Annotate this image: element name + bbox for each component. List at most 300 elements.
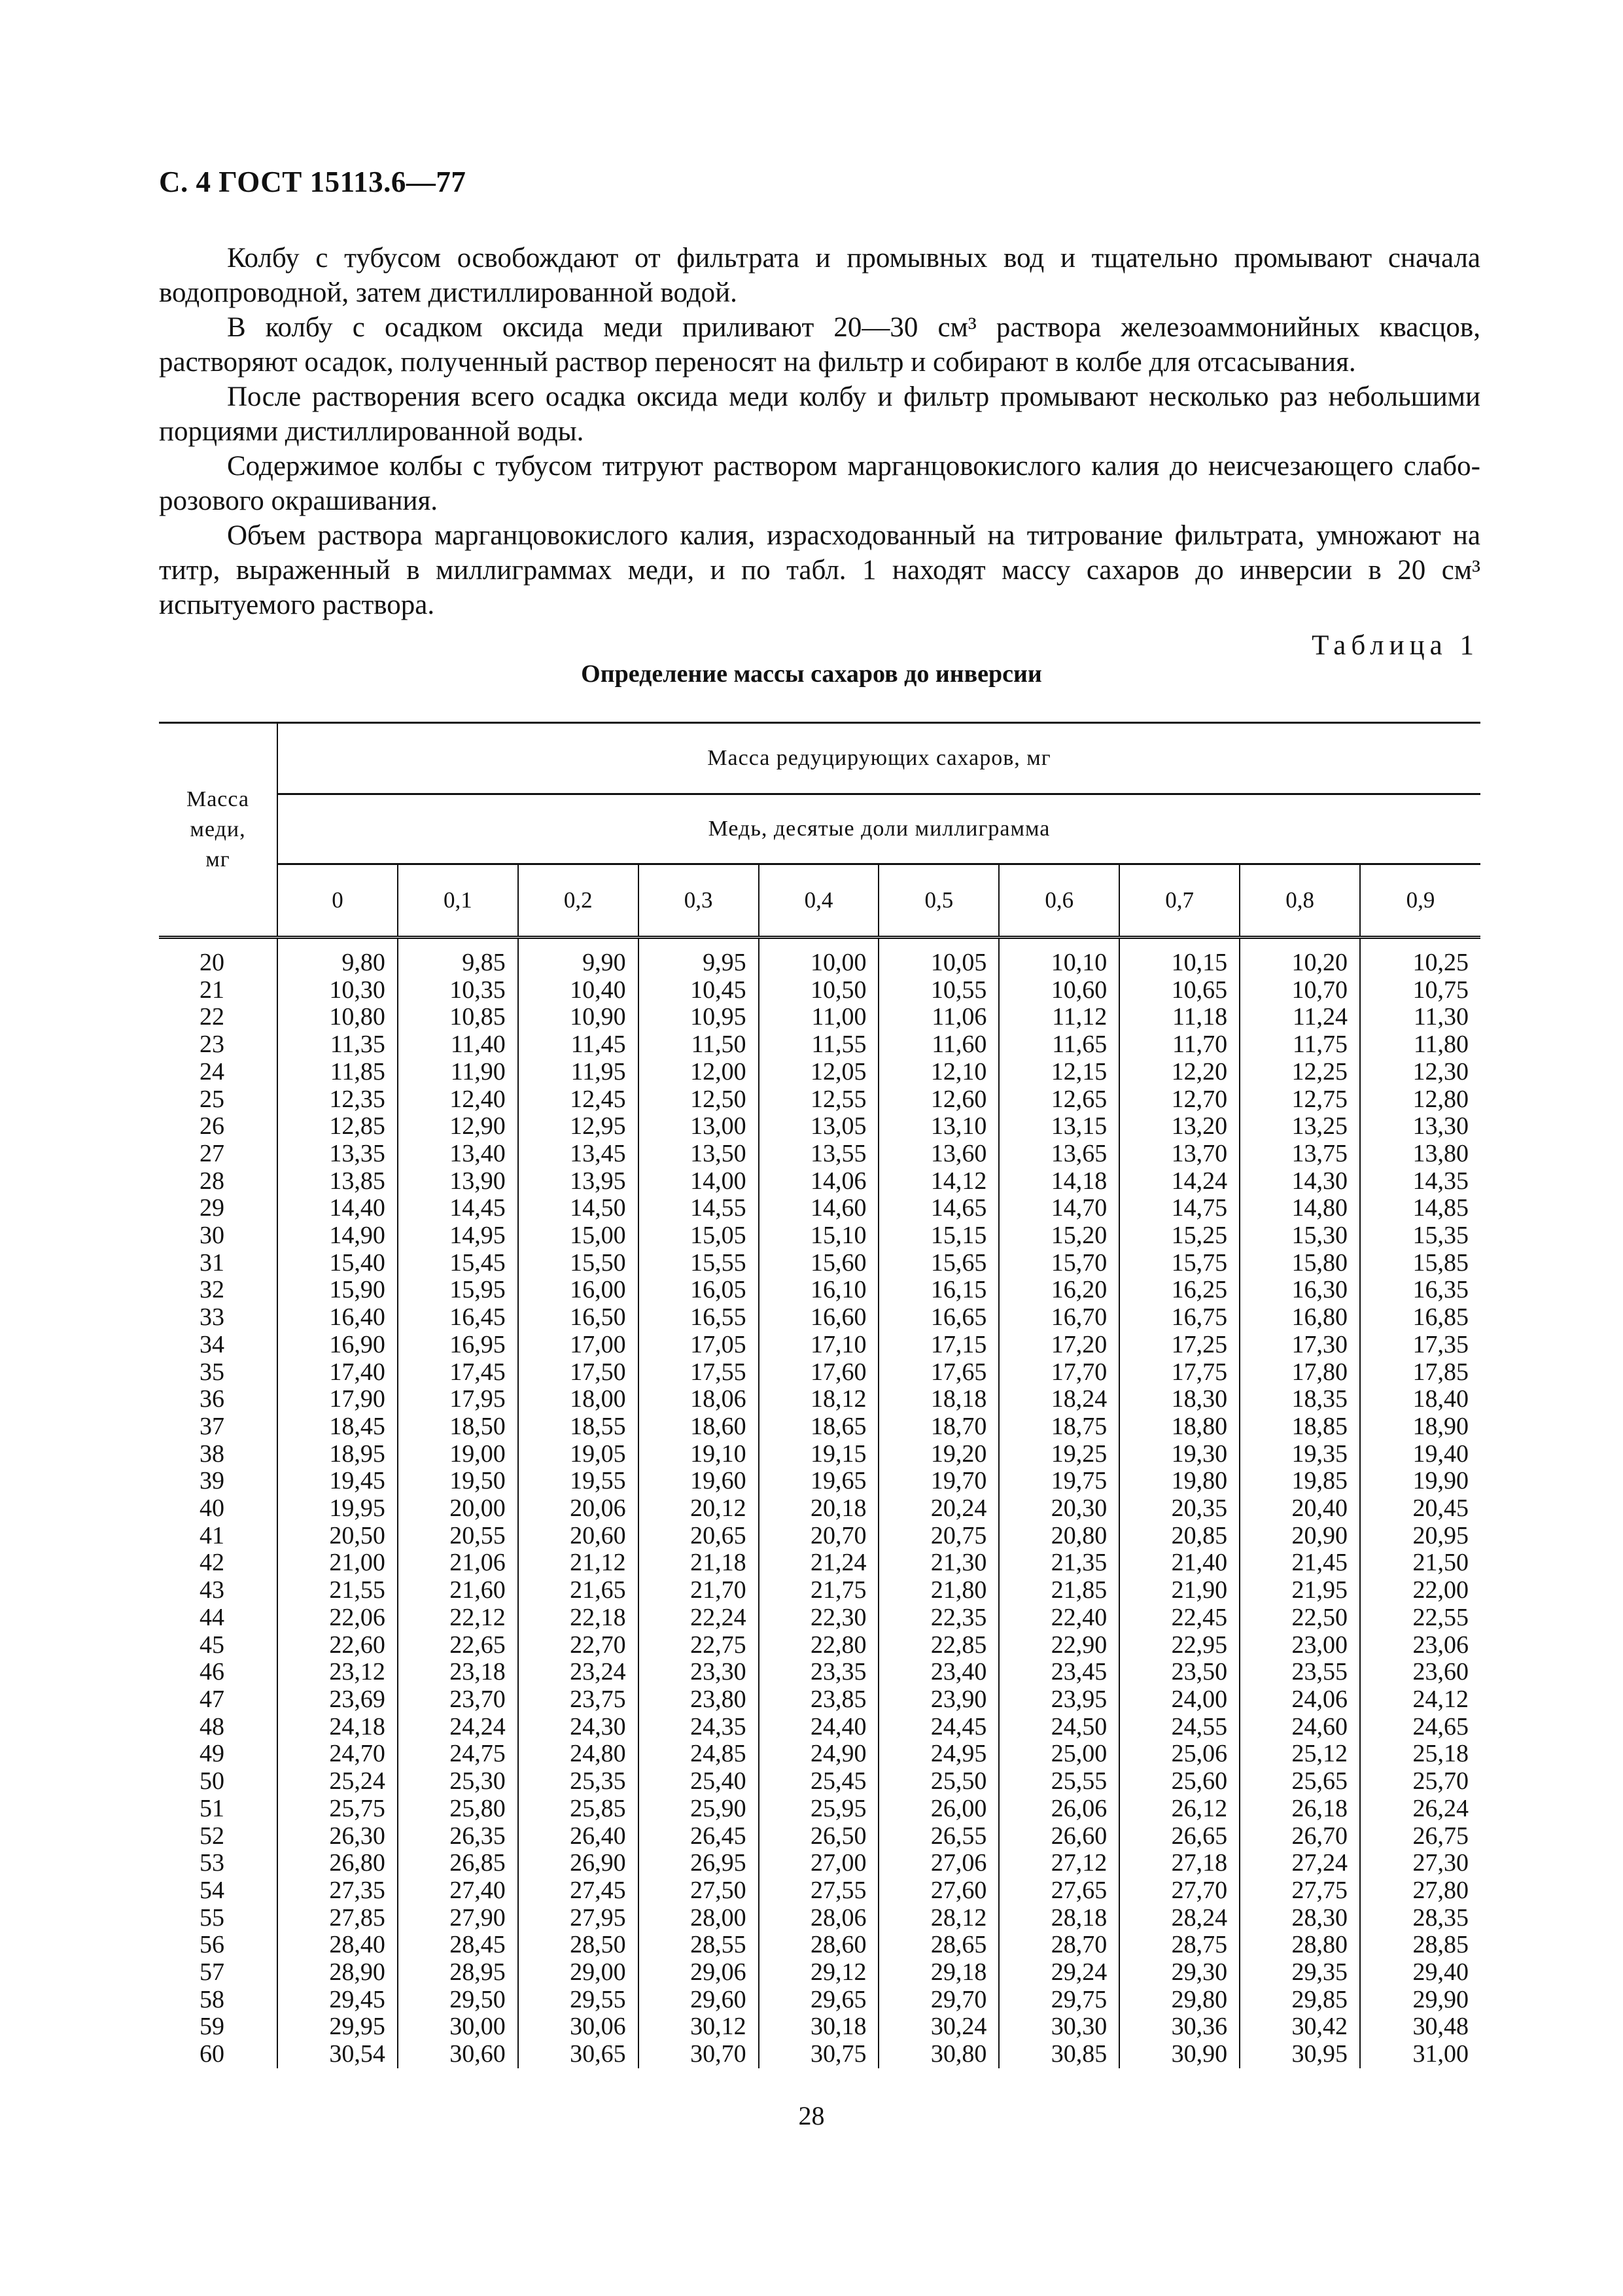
sugar-mass-cell: 24,24 (398, 1714, 518, 1741)
sugar-mass-cell: 15,10 (759, 1222, 879, 1250)
sugar-mass-cell: 28,65 (879, 1932, 999, 1959)
sugar-mass-cell: 25,12 (1240, 1740, 1360, 1768)
sugar-mass-cell: 20,65 (638, 1523, 759, 1550)
copper-mass-cell: 33 (200, 1303, 224, 1332)
copper-mass-cell: 20 (200, 949, 224, 976)
table-row (159, 1168, 1480, 1195)
sugar-mass-cell: 14,85 (1360, 1195, 1480, 1222)
sugar-mass-cell: 10,50 (759, 977, 879, 1004)
sugar-mass-cell: 16,55 (638, 1304, 759, 1332)
copper-mass-cell: 45 (200, 1631, 224, 1659)
sugar-mass-cell: 25,24 (277, 1768, 398, 1795)
group-header: Масса редуцирующих сахаров, мг (277, 723, 1480, 794)
sugar-mass-cell: 16,10 (759, 1277, 879, 1304)
sugar-mass-cell: 21,70 (638, 1577, 759, 1604)
sugar-mass-cell: 18,50 (398, 1413, 518, 1441)
copper-mass-cell: 42 (200, 1549, 224, 1577)
sugar-mass-cell: 12,55 (759, 1086, 879, 1114)
sugar-mass-cell: 13,10 (879, 1113, 999, 1140)
sugar-mass-cell: 22,30 (759, 1604, 879, 1632)
sugar-mass-cell: 20,90 (1240, 1523, 1360, 1550)
copper-mass-cell: 28 (200, 1167, 224, 1195)
sugar-mass-cell: 28,18 (999, 1905, 1119, 1932)
sugar-mass-cell: 27,24 (1240, 1850, 1360, 1877)
copper-mass-cell: 49 (200, 1740, 224, 1768)
sugar-mass-cell: 26,45 (638, 1823, 759, 1850)
sugar-mass-cell: 14,75 (1119, 1195, 1240, 1222)
sugar-mass-cell: 27,65 (999, 1877, 1119, 1905)
sugar-mass-cell: 23,45 (999, 1659, 1119, 1686)
sugar-mass-cell: 11,24 (1240, 1004, 1360, 1031)
sugar-mass-cell: 11,18 (1119, 1004, 1240, 1031)
copper-mass-cell: 55 (200, 1903, 224, 1932)
sugar-mass-cell: 9,80 (277, 938, 398, 977)
sugar-mass-cell: 11,40 (398, 1031, 518, 1059)
sugar-mass-cell: 19,85 (1240, 1468, 1360, 1495)
copper-mass-cell: 36 (200, 1385, 224, 1413)
sugar-mass-cell: 23,90 (879, 1686, 999, 1714)
sugar-mass-cell: 29,06 (638, 1959, 759, 1987)
copper-mass-cell: 46 (200, 1658, 224, 1686)
sugar-mass-cell: 28,30 (1240, 1905, 1360, 1932)
copper-mass-cell: 41 (200, 1521, 224, 1549)
sugar-mass-cell: 20,45 (1360, 1495, 1480, 1523)
sugar-mass-cell: 11,95 (518, 1059, 638, 1086)
sugar-mass-cell: 16,70 (999, 1304, 1119, 1332)
sugar-mass-cell: 19,45 (277, 1468, 398, 1495)
sugar-mass-cell: 17,25 (1119, 1332, 1240, 1359)
sugar-mass-cell: 21,00 (277, 1549, 398, 1577)
sugar-mass-cell: 15,70 (999, 1250, 1119, 1277)
sugar-mass-cell: 21,24 (759, 1549, 879, 1577)
sugar-mass-cell: 22,85 (879, 1632, 999, 1659)
sugar-mass-cell: 15,90 (277, 1277, 398, 1304)
sugar-mass-cell: 13,90 (398, 1168, 518, 1195)
sugar-mass-cell: 16,95 (398, 1332, 518, 1359)
sugar-mass-cell: 15,85 (1360, 1250, 1480, 1277)
sugar-mass-cell: 20,80 (999, 1523, 1119, 1550)
sugar-mass-cell: 27,12 (999, 1850, 1119, 1877)
sugar-mass-cell: 22,50 (1240, 1604, 1360, 1632)
sugar-mass-cell: 16,90 (277, 1332, 398, 1359)
copper-mass-cell: 60 (200, 2040, 224, 2068)
sugar-mass-cell: 22,00 (1360, 1577, 1480, 1604)
sugar-mass-cell: 27,30 (1360, 1850, 1480, 1877)
sugar-mass-cell: 21,75 (759, 1577, 879, 1604)
sugar-mass-cell: 12,40 (398, 1086, 518, 1114)
table-row (159, 2013, 1480, 2041)
sugar-mass-cell: 10,75 (1360, 977, 1480, 1004)
sugar-mass-cell: 17,55 (638, 1359, 759, 1386)
sugar-mass-cell: 15,35 (1360, 1222, 1480, 1250)
sugar-mass-cell: 15,20 (999, 1222, 1119, 1250)
sugar-mass-cell: 17,90 (277, 1386, 398, 1413)
sugar-mass-cell: 13,00 (638, 1113, 759, 1140)
sugar-mass-cell: 27,18 (1119, 1850, 1240, 1877)
sugar-mass-cell: 30,90 (1119, 2041, 1240, 2068)
sugar-mass-cell: 14,70 (999, 1195, 1119, 1222)
sugar-mass-cell: 13,75 (1240, 1140, 1360, 1168)
sugar-mass-cell: 13,80 (1360, 1140, 1480, 1168)
sugar-mass-cell: 30,48 (1360, 2013, 1480, 2041)
sugar-mass-cell: 9,85 (398, 938, 518, 977)
copper-mass-cell: 21 (200, 976, 224, 1004)
sugar-mass-cell: 28,95 (398, 1959, 518, 1987)
sugar-mass-cell: 12,70 (1119, 1086, 1240, 1114)
sugar-mass-cell: 27,40 (398, 1877, 518, 1905)
sugar-mass-cell: 10,70 (1240, 977, 1360, 1004)
sugar-mass-cell: 14,80 (1240, 1195, 1360, 1222)
sugar-mass-cell: 11,60 (879, 1031, 999, 1059)
sugar-mass-cell: 10,90 (518, 1004, 638, 1031)
sugar-mass-cell: 20,55 (398, 1523, 518, 1550)
sugar-mass-cell: 14,30 (1240, 1168, 1360, 1195)
sugar-mass-cell: 11,65 (999, 1031, 1119, 1059)
copper-mass-cell: 57 (200, 1958, 224, 1987)
sugar-mass-cell: 30,24 (879, 2013, 999, 2041)
sugar-mass-cell: 28,45 (398, 1932, 518, 1959)
sugar-mass-cell: 20,95 (1360, 1523, 1480, 1550)
sugar-mass-cell: 25,85 (518, 1795, 638, 1823)
sugar-mass-cell: 19,80 (1119, 1468, 1240, 1495)
sugar-mass-cell: 22,40 (999, 1604, 1119, 1632)
sugar-mass-cell: 24,45 (879, 1714, 999, 1741)
sugar-mass-cell: 12,80 (1360, 1086, 1480, 1114)
sugar-mass-cell: 26,70 (1240, 1823, 1360, 1850)
sugar-mass-cell: 30,36 (1119, 2013, 1240, 2041)
copper-mass-cell: 59 (200, 2013, 224, 2041)
sugar-mass-cell: 14,12 (879, 1168, 999, 1195)
sugar-mass-cell: 15,40 (277, 1250, 398, 1277)
sugar-mass-cell: 19,60 (638, 1468, 759, 1495)
sugar-mass-cell: 17,35 (1360, 1332, 1480, 1359)
sugar-mass-cell: 12,20 (1119, 1059, 1240, 1086)
sugar-mass-cell: 23,24 (518, 1659, 638, 1686)
sugar-mass-cell: 29,60 (638, 1987, 759, 2014)
sugar-mass-cell: 21,85 (999, 1577, 1119, 1604)
sugar-mass-cell: 24,90 (759, 1740, 879, 1768)
sugar-mass-cell: 23,12 (277, 1659, 398, 1686)
sugar-mass-cell: 22,60 (277, 1632, 398, 1659)
sugar-mass-cell: 24,80 (518, 1740, 638, 1768)
sugar-mass-cell: 19,10 (638, 1441, 759, 1468)
sugar-mass-cell: 23,06 (1360, 1632, 1480, 1659)
sugar-mass-cell: 26,55 (879, 1823, 999, 1850)
sugar-mass-cell: 15,55 (638, 1250, 759, 1277)
sugar-mass-cell: 16,45 (398, 1304, 518, 1332)
column-header: 0,8 (1240, 864, 1360, 938)
sugar-mass-cell: 19,35 (1240, 1441, 1360, 1468)
sugar-mass-cell: 25,18 (1360, 1740, 1480, 1768)
column-header: 0,7 (1119, 864, 1240, 938)
sugar-mass-cell: 14,90 (277, 1222, 398, 1250)
sugar-mass-cell: 20,12 (638, 1495, 759, 1523)
sugar-mass-cell: 17,40 (277, 1359, 398, 1386)
sugar-mass-cell: 24,55 (1119, 1714, 1240, 1741)
paragraph: После растворения всего осадка оксида меди колбу и фильтр промывают несколько раз небольшими порциями дистиллированной воды. (159, 381, 1480, 447)
sugar-mass-cell: 26,90 (518, 1850, 638, 1877)
sugar-mass-cell: 30,30 (999, 2013, 1119, 2041)
sugar-mass-cell: 17,95 (398, 1386, 518, 1413)
sugar-mass-cell: 25,90 (638, 1795, 759, 1823)
sugar-mass-cell: 10,40 (518, 977, 638, 1004)
sugar-mass-cell: 16,35 (1360, 1277, 1480, 1304)
sugar-mass-cell: 26,85 (398, 1850, 518, 1877)
sugar-mass-cell: 30,95 (1240, 2041, 1360, 2068)
sugar-mass-cell: 23,69 (277, 1686, 398, 1714)
sugar-mass-cell: 17,50 (518, 1359, 638, 1386)
sugar-mass-cell: 12,85 (277, 1113, 398, 1140)
table-row (159, 1768, 1480, 1795)
column-header: 0,4 (759, 864, 879, 938)
column-header: 0 (277, 864, 398, 938)
sugar-mass-cell: 17,15 (879, 1332, 999, 1359)
sugar-mass-cell: 18,75 (999, 1413, 1119, 1441)
sugar-mass-cell: 27,75 (1240, 1877, 1360, 1905)
copper-mass-cell: 31 (200, 1248, 224, 1277)
sugar-mass-cell: 16,75 (1119, 1304, 1240, 1332)
sugar-mass-cell: 21,35 (999, 1549, 1119, 1577)
sugar-mass-cell: 26,12 (1119, 1795, 1240, 1823)
sugar-mass-cell: 27,90 (398, 1905, 518, 1932)
sugar-mass-cell: 22,24 (638, 1604, 759, 1632)
sugar-mass-cell: 24,65 (1360, 1714, 1480, 1741)
sugar-mass-cell: 17,30 (1240, 1332, 1360, 1359)
copper-mass-cell: 40 (200, 1494, 224, 1523)
sugar-mass-cell: 17,00 (518, 1332, 638, 1359)
sugar-mass-cell: 15,05 (638, 1222, 759, 1250)
sugar-mass-cell: 25,35 (518, 1768, 638, 1795)
sugar-mass-cell: 10,80 (277, 1004, 398, 1031)
copper-mass-cell: 56 (200, 1931, 224, 1959)
sugar-mass-cell: 10,65 (1119, 977, 1240, 1004)
sugar-mass-cell: 25,55 (999, 1768, 1119, 1795)
table-row (159, 1277, 1480, 1304)
sugar-mass-cell: 29,80 (1119, 1987, 1240, 2014)
sugar-mass-cell: 20,70 (759, 1523, 879, 1550)
sugar-mass-cell: 23,35 (759, 1659, 879, 1686)
column-header-row (159, 864, 1480, 938)
table-title: Определение массы сахаров до инверсии (581, 660, 1042, 688)
sugar-mass-cell: 14,50 (518, 1195, 638, 1222)
sugar-mass-cell: 13,25 (1240, 1113, 1360, 1140)
sugar-mass-cell: 23,40 (879, 1659, 999, 1686)
sugar-mass-cell: 21,60 (398, 1577, 518, 1604)
sugar-mass-cell: 28,70 (999, 1932, 1119, 1959)
sugar-mass-cell: 28,35 (1360, 1905, 1480, 1932)
sugar-mass-cell: 29,30 (1119, 1959, 1240, 1987)
sugar-mass-cell: 15,75 (1119, 1250, 1240, 1277)
sugar-mass-cell: 11,00 (759, 1004, 879, 1031)
sugar-mass-cell: 29,90 (1360, 1987, 1480, 2014)
sugar-mass-cell: 14,55 (638, 1195, 759, 1222)
sugar-mass-cell: 11,35 (277, 1031, 398, 1059)
copper-mass-cell: 22 (200, 1003, 224, 1031)
sugar-mass-cell: 23,80 (638, 1686, 759, 1714)
sugar-mass-cell: 27,06 (879, 1850, 999, 1877)
sugar-mass-cell: 29,40 (1360, 1959, 1480, 1987)
sugar-mass-cell: 22,06 (277, 1604, 398, 1632)
sugar-mass-cell: 14,24 (1119, 1168, 1240, 1195)
sugar-mass-cell: 18,95 (277, 1441, 398, 1468)
sugar-mass-cell: 21,18 (638, 1549, 759, 1577)
sugar-mass-cell: 27,00 (759, 1850, 879, 1877)
sugar-mass-cell: 29,55 (518, 1987, 638, 2014)
sugar-mass-cell: 29,45 (277, 1987, 398, 2014)
table-row (159, 1632, 1480, 1659)
table-row (159, 1386, 1480, 1413)
sugar-mass-cell: 24,60 (1240, 1714, 1360, 1741)
sugar-mass-cell: 19,25 (999, 1441, 1119, 1468)
table-row (159, 1495, 1480, 1523)
sugar-mass-cell: 16,60 (759, 1304, 879, 1332)
sugar-mass-cell: 10,35 (398, 977, 518, 1004)
copper-mass-cell: 58 (200, 1985, 224, 2013)
sugar-mass-cell: 20,85 (1119, 1523, 1240, 1550)
sugar-mass-cell: 24,30 (518, 1714, 638, 1741)
sugar-mass-cell: 21,50 (1360, 1549, 1480, 1577)
sugar-mass-cell: 15,95 (398, 1277, 518, 1304)
sugar-mass-cell: 25,65 (1240, 1768, 1360, 1795)
sugar-mass-cell: 14,95 (398, 1222, 518, 1250)
sugar-mass-cell: 26,06 (999, 1795, 1119, 1823)
sugar-mass-cell: 30,18 (759, 2013, 879, 2041)
sugar-mass-cell: 25,75 (277, 1795, 398, 1823)
sugar-mass-cell: 19,50 (398, 1468, 518, 1495)
sugar-mass-cell: 29,50 (398, 1987, 518, 2014)
sugar-mass-cell: 16,80 (1240, 1304, 1360, 1332)
copper-mass-cell: 53 (200, 1849, 224, 1877)
sugar-mass-cell: 28,50 (518, 1932, 638, 1959)
sugar-mass-cell: 18,45 (277, 1413, 398, 1441)
sugar-mass-cell: 29,70 (879, 1987, 999, 2014)
sugar-mass-cell: 19,20 (879, 1441, 999, 1468)
row-header-line: мг (205, 847, 230, 872)
table-row (159, 1140, 1480, 1168)
sugar-mass-cell: 13,85 (277, 1168, 398, 1195)
sugar-mass-cell: 27,50 (638, 1877, 759, 1905)
copper-mass-cell: 30 (200, 1222, 224, 1250)
sugar-mass-cell: 23,50 (1119, 1659, 1240, 1686)
sugar-mass-cell: 12,35 (277, 1086, 398, 1114)
sugar-mass-cell: 16,05 (638, 1277, 759, 1304)
page-number: 28 (798, 2101, 825, 2130)
copper-mass-cell: 43 (200, 1576, 224, 1604)
sugar-mass-cell: 23,55 (1240, 1659, 1360, 1686)
sugar-mass-cell: 22,95 (1119, 1632, 1240, 1659)
table-row (159, 1441, 1480, 1468)
sugar-mass-cell: 19,05 (518, 1441, 638, 1468)
table-row (159, 1549, 1480, 1577)
sugar-mass-cell: 10,95 (638, 1004, 759, 1031)
copper-mass-cell: 48 (200, 1712, 224, 1740)
sugar-mass-cell: 10,20 (1240, 938, 1360, 977)
sugar-mass-cell: 19,90 (1360, 1468, 1480, 1495)
sugar-mass-cell: 23,85 (759, 1686, 879, 1714)
sugar-mass-cell: 25,06 (1119, 1740, 1240, 1768)
sugar-mass-cell: 25,50 (879, 1768, 999, 1795)
copper-mass-cell: 23 (200, 1031, 224, 1059)
sugar-mass-cell: 23,70 (398, 1686, 518, 1714)
sugar-mass-cell: 12,10 (879, 1059, 999, 1086)
table-row (159, 1523, 1480, 1550)
sugar-mass-cell: 25,40 (638, 1768, 759, 1795)
body-text (159, 241, 1480, 622)
sugar-mass-cell: 13,40 (398, 1140, 518, 1168)
copper-mass-cell: 37 (200, 1412, 224, 1440)
sugar-mass-cell: 18,30 (1119, 1386, 1240, 1413)
sugar-mass-cell: 19,75 (999, 1468, 1119, 1495)
sugar-mass-cell: 15,25 (1119, 1222, 1240, 1250)
sugar-mass-cell: 19,95 (277, 1495, 398, 1523)
sugar-mass-cell: 30,80 (879, 2041, 999, 2068)
sugar-mass-cell: 10,25 (1360, 938, 1480, 977)
table-row (159, 1740, 1480, 1768)
sugar-mass-cell: 23,30 (638, 1659, 759, 1686)
sugar-mass-cell: 26,00 (879, 1795, 999, 1823)
table-row (159, 1577, 1480, 1604)
sugar-mass-cell: 18,60 (638, 1413, 759, 1441)
sugar-mass-cell: 27,95 (518, 1905, 638, 1932)
sugar-mass-cell: 18,55 (518, 1413, 638, 1441)
sugar-mass-cell: 21,12 (518, 1549, 638, 1577)
sugar-mass-cell: 16,20 (999, 1277, 1119, 1304)
sugar-mass-cell: 19,55 (518, 1468, 638, 1495)
table-row (159, 1004, 1480, 1031)
sugar-mass-cell: 12,95 (518, 1113, 638, 1140)
sugar-mass-cell: 20,50 (277, 1523, 398, 1550)
table-row (159, 1031, 1480, 1059)
sugar-mass-cell: 22,18 (518, 1604, 638, 1632)
sugar-mass-cell: 24,40 (759, 1714, 879, 1741)
sugar-mass-cell: 21,80 (879, 1577, 999, 1604)
sugar-mass-cell: 14,06 (759, 1168, 879, 1195)
sugar-mass-cell: 20,60 (518, 1523, 638, 1550)
table-row (159, 1604, 1480, 1632)
column-header: 0,9 (1360, 864, 1480, 938)
sugar-mass-cell: 11,55 (759, 1031, 879, 1059)
sugar-mass-cell: 30,06 (518, 2013, 638, 2041)
copper-mass-cell: 26 (200, 1112, 224, 1140)
table-row (159, 1932, 1480, 1959)
sugar-mass-table (159, 722, 1480, 2068)
sugar-mass-cell: 17,05 (638, 1332, 759, 1359)
table-row (159, 1905, 1480, 1932)
sugar-mass-cell: 11,45 (518, 1031, 638, 1059)
copper-mass-cell: 34 (200, 1330, 224, 1358)
sugar-mass-cell: 10,15 (1119, 938, 1240, 977)
sugar-mass-cell: 30,60 (398, 2041, 518, 2068)
sugar-mass-cell: 16,85 (1360, 1304, 1480, 1332)
row-header (159, 723, 277, 938)
sugar-mass-cell: 12,65 (999, 1086, 1119, 1114)
sugar-mass-cell: 27,55 (759, 1877, 879, 1905)
sugar-mass-cell: 13,65 (999, 1140, 1119, 1168)
sugar-mass-cell: 10,45 (638, 977, 759, 1004)
sugar-mass-cell: 21,30 (879, 1549, 999, 1577)
sugar-mass-cell: 12,60 (879, 1086, 999, 1114)
sugar-mass-cell: 17,10 (759, 1332, 879, 1359)
sugar-mass-cell: 14,00 (638, 1168, 759, 1195)
sugar-mass-cell: 16,65 (879, 1304, 999, 1332)
sugar-mass-cell: 28,75 (1119, 1932, 1240, 1959)
sugar-mass-cell: 15,30 (1240, 1222, 1360, 1250)
sugar-mass-cell: 24,00 (1119, 1686, 1240, 1714)
sugar-mass-cell: 19,65 (759, 1468, 879, 1495)
table-row (159, 1113, 1480, 1140)
sugar-mass-cell: 23,75 (518, 1686, 638, 1714)
sugar-mass-cell: 26,60 (999, 1823, 1119, 1850)
